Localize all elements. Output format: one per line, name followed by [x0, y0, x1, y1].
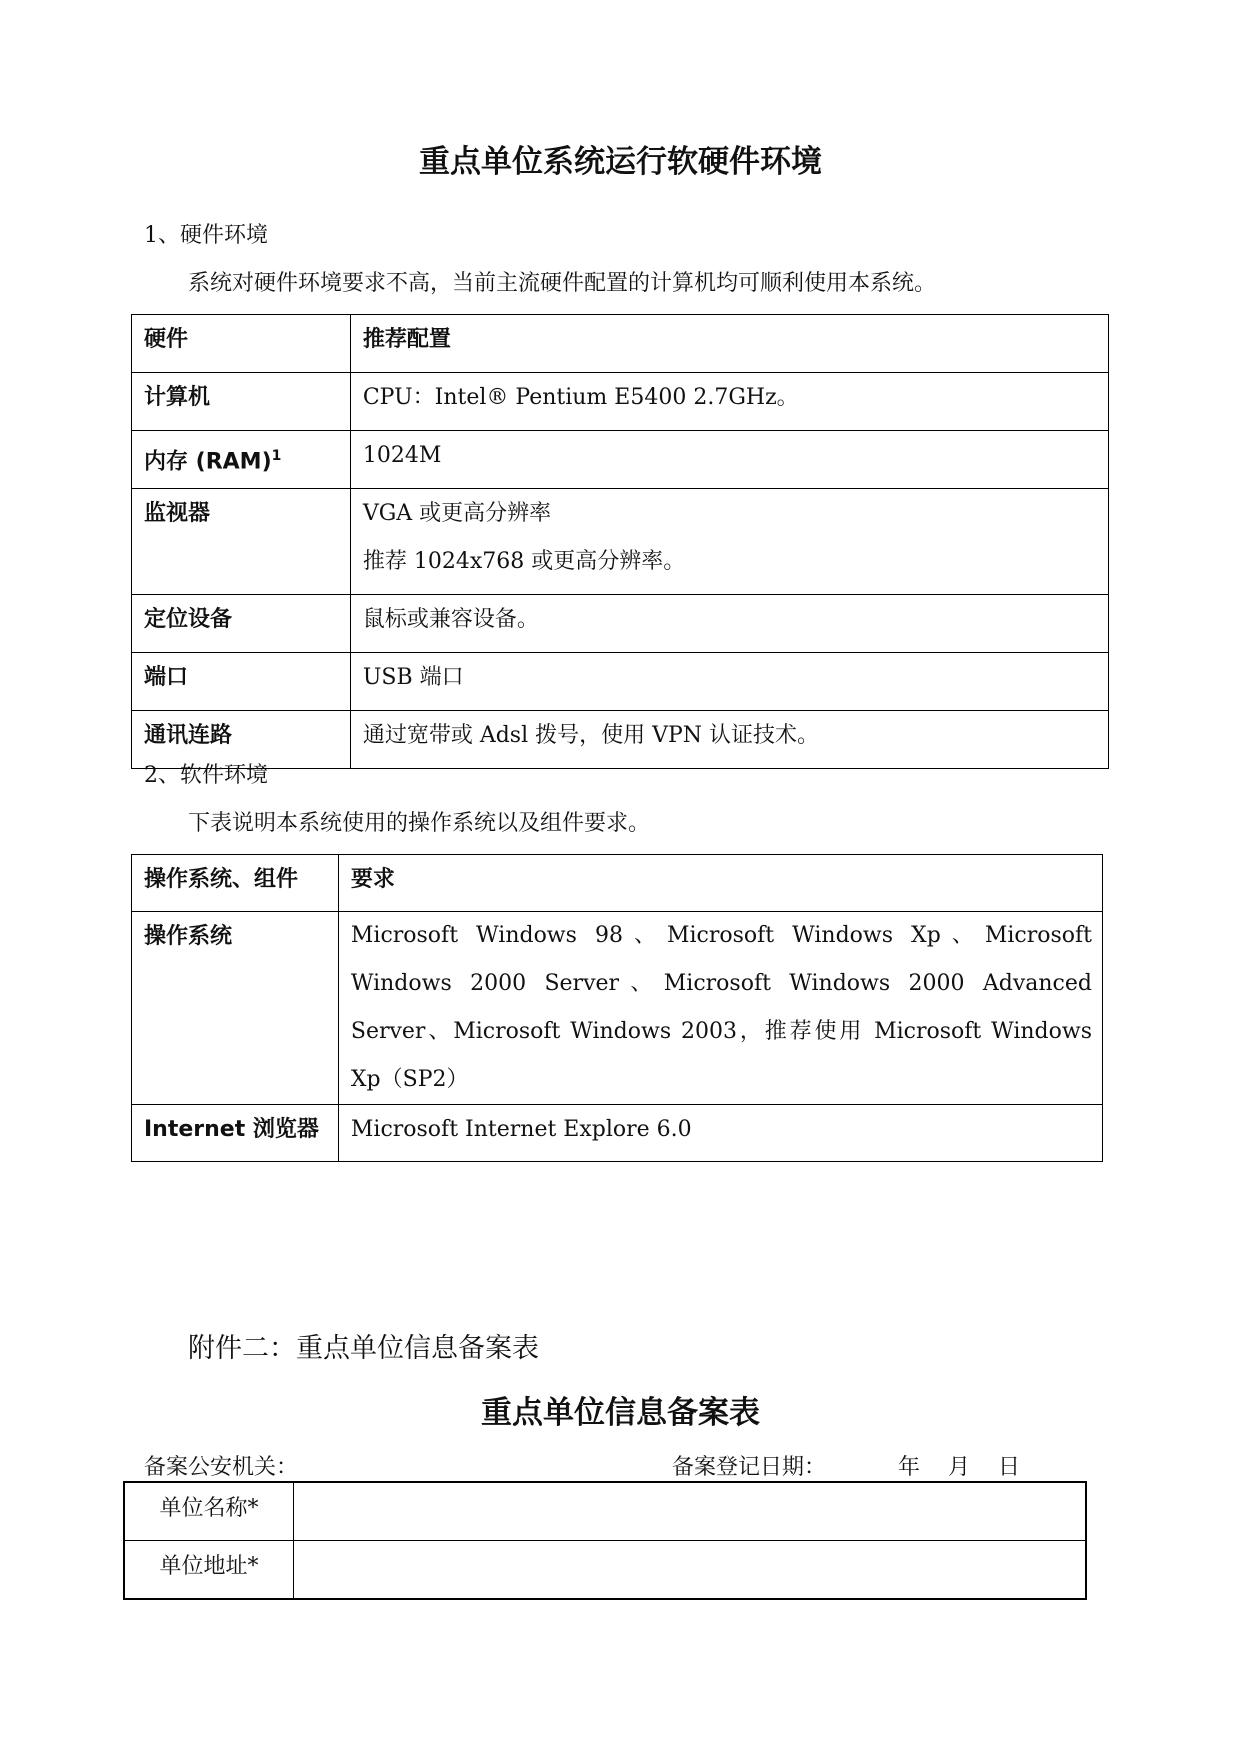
table-row — [132, 653, 1109, 711]
authority-label: 备案公安机关： — [144, 1455, 299, 1480]
hardware-intro: 系统对硬件环境要求不高，当前主流硬件配置的计算机均可顺利使用本系统。 — [188, 271, 937, 296]
row-value: 通过宽带或 Adsl 拨号，使用 VPN 认证技术。 — [350, 711, 1108, 769]
unit-address-field[interactable] — [294, 1541, 1087, 1600]
row-name: 端口 — [132, 653, 351, 711]
header-hardware: 硬件 — [132, 315, 351, 373]
row-name: 通讯连路 — [132, 711, 351, 769]
row-value — [350, 489, 1108, 595]
row-name: 定位设备 — [132, 595, 351, 653]
table-row — [132, 489, 1109, 595]
software-table — [131, 854, 1103, 1162]
software-heading: 2、软件环境 — [144, 763, 268, 788]
table-row — [132, 912, 1103, 1105]
table-row — [132, 595, 1109, 653]
attachment-label: 附件二：重点单位信息备案表 — [188, 1333, 539, 1364]
table-row — [132, 711, 1109, 769]
footnote-marker: 1 — [271, 448, 282, 464]
header-requirement: 要求 — [338, 855, 1102, 912]
software-intro: 下表说明本系统使用的操作系统以及组件要求。 — [188, 811, 651, 836]
row-value: 1024M — [350, 431, 1108, 489]
page-title: 重点单位系统运行软硬件环境 — [419, 144, 822, 180]
form-row — [124, 1482, 1086, 1541]
hardware-heading: 1、硬件环境 — [144, 223, 268, 248]
table-header-row — [132, 315, 1109, 373]
row-name: Internet 浏览器 — [132, 1105, 339, 1162]
row-value: Microsoft Windows 98、Microsoft Windows Xp、Microsoft Windows 2000 Server、Microsoft Windows 2000 Advanced Server、Microsoft Windows 2003，推荐使用 Microsoft Windows Xp（SP2） — [338, 912, 1102, 1105]
table-header-row — [132, 855, 1103, 912]
hardware-table — [131, 314, 1109, 769]
date-day: 日 — [998, 1455, 1021, 1480]
header-recommended: 推荐配置 — [350, 315, 1108, 373]
header-component: 操作系统、组件 — [132, 855, 339, 912]
row-value: Microsoft Internet Explore 6.0 — [338, 1105, 1102, 1162]
form-row — [124, 1541, 1086, 1600]
row-value: 鼠标或兼容设备。 — [350, 595, 1108, 653]
date-label: 备案登记日期： — [672, 1455, 827, 1480]
row-value: USB 端口 — [350, 653, 1108, 711]
table-row — [132, 1105, 1103, 1162]
row-name: 监视器 — [132, 489, 351, 595]
form-title: 重点单位信息备案表 — [481, 1395, 760, 1431]
table-row — [132, 373, 1109, 431]
unit-name-field[interactable] — [294, 1482, 1087, 1541]
ram-label: 内存 (RAM) — [144, 449, 272, 475]
row-name: 计算机 — [132, 373, 351, 431]
table-row — [132, 431, 1109, 489]
date-year: 年 — [898, 1455, 921, 1480]
date-month: 月 — [948, 1455, 971, 1480]
row-name — [132, 431, 351, 489]
row-value: CPU：Intel® Pentium E5400 2.7GHz。 — [350, 373, 1108, 431]
monitor-line-2: 推荐 1024x768 或更高分辨率。 — [362, 549, 686, 574]
registration-table — [123, 1481, 1087, 1600]
monitor-line-1: VGA 或更高分辨率 — [362, 501, 552, 526]
field-label: 单位地址* — [124, 1541, 294, 1600]
row-name: 操作系统 — [132, 912, 339, 1105]
field-label: 单位名称* — [124, 1482, 294, 1541]
